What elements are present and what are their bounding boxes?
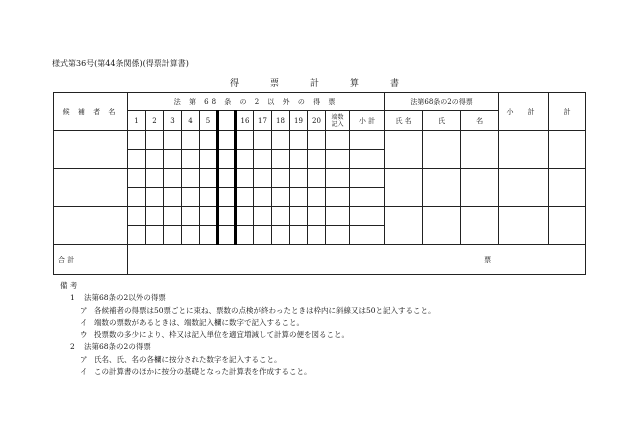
title-char-5: 書: [390, 79, 400, 89]
column-5: 5: [200, 111, 218, 131]
note-1a-text: 各候補者の得票は50票ごとに束ね、票数の点検が終わったときは枠内に斜線又は50と記入すること。: [94, 305, 436, 315]
note-1: [60, 292, 436, 304]
column-gap: [218, 111, 236, 131]
grand-total-label: [54, 245, 128, 275]
grand-total-text: 合 計: [58, 255, 75, 264]
surname-header: 氏: [423, 111, 461, 131]
note-1c-label: ウ: [80, 330, 88, 340]
note-1c-text: 投票数の多少により、枠又は記入単位を適宜増減して計算の便を図ること。: [94, 330, 349, 340]
grand-total-wrap: [58, 255, 123, 265]
note-1-text: 法第68条の2以外の得票: [84, 293, 166, 303]
note-2b-text: この計算書のほかに按分の基礎となった計算表を作成すること。: [94, 367, 312, 377]
column-3: 3: [164, 111, 182, 131]
title-char-1: 得: [230, 79, 240, 89]
non-split-votes-header: 法 第 68 条 の 2 以 外 の 得 票: [128, 93, 385, 111]
notes-section: [60, 280, 436, 378]
note-2-text: 法第68条の2の得票: [84, 342, 151, 352]
note-2b-label: イ: [80, 367, 88, 377]
split-votes-header: 法第68条の2の得票: [385, 93, 499, 111]
note-2a-label: ア: [80, 354, 88, 364]
note-2-label: 2: [70, 342, 75, 352]
title-char-3: 計: [310, 79, 320, 89]
note-1a-label: ア: [80, 305, 88, 315]
subtotal-header: 小 計: [499, 93, 549, 131]
note-2: [60, 341, 436, 353]
note-1-label: 1: [70, 293, 75, 303]
column-4: 4: [182, 111, 200, 131]
note-1a: [60, 305, 436, 317]
candidate-name-header: 候 補 者 名: [54, 93, 128, 131]
vote-calculation-table: [53, 92, 586, 275]
note-2a: [60, 354, 436, 366]
column-19: 19: [290, 111, 308, 131]
form-label: 様式第36号(第44条関係)(得票計算書): [52, 59, 189, 68]
column-2: 2: [146, 111, 164, 131]
note-2b: [60, 366, 436, 378]
column-18: 18: [272, 111, 290, 131]
title-char-2: 票: [270, 79, 280, 89]
note-1b-text: 端数の票数があるときは、端数記入欄に数字で記入すること。: [94, 317, 304, 327]
inner-subtotal-header: 小 計: [350, 111, 385, 131]
column-17: 17: [254, 111, 272, 131]
candidate-cell-1: [54, 131, 128, 169]
note-1b-label: イ: [80, 317, 88, 327]
fraction-header: 端数 記入: [326, 111, 350, 131]
column-20: 20: [308, 111, 326, 131]
column-1: 1: [128, 111, 146, 131]
grand-total-votes-unit: 票: [128, 245, 586, 275]
title-char-4: 算: [350, 79, 360, 89]
note-2a-text: 氏名、氏、名の各欄に按分された数字を記入すること。: [94, 354, 282, 364]
given-name-header: 名: [461, 111, 499, 131]
full-name-header: 氏 名: [385, 111, 423, 131]
note-1c: [60, 329, 436, 341]
column-16: 16: [236, 111, 254, 131]
note-1b: [60, 317, 436, 329]
candidate-cell-3: [54, 207, 128, 245]
total-header: 計: [549, 93, 586, 131]
candidate-cell-2: [54, 169, 128, 207]
notes-heading: 備 考: [60, 281, 78, 290]
